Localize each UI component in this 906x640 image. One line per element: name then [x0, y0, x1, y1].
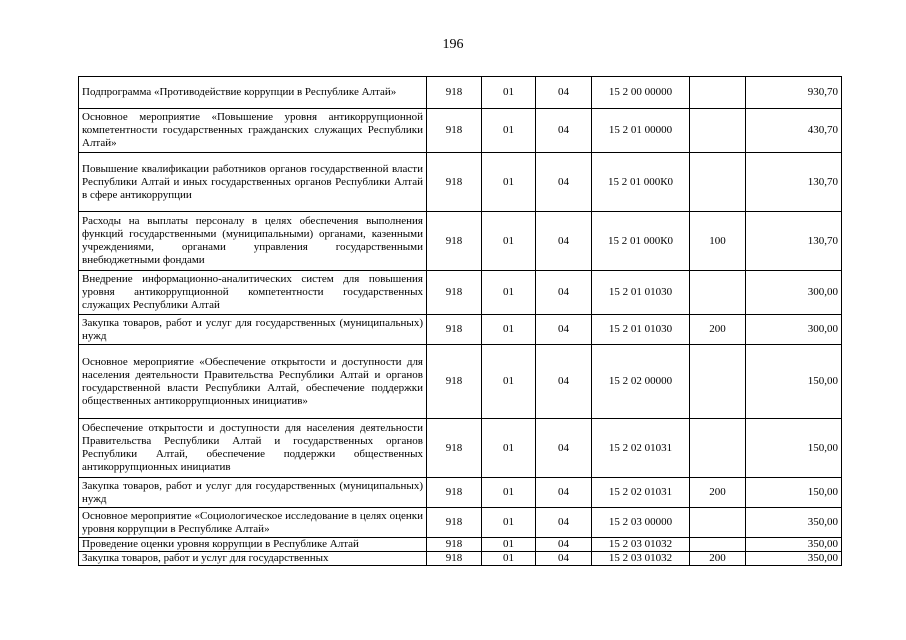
- expense-type-code: [690, 538, 746, 552]
- amount: 130,70: [746, 212, 842, 271]
- subsection-code: 04: [536, 109, 592, 153]
- amount: 130,70: [746, 153, 842, 212]
- table-row: [79, 345, 842, 419]
- subsection-code: 04: [536, 345, 592, 419]
- table-row: [79, 77, 842, 109]
- subsection-code: 04: [536, 419, 592, 478]
- section-code: 01: [482, 345, 536, 419]
- row-name: Закупка товаров, работ и услуг для государственных (муниципальных) нужд: [79, 478, 427, 508]
- amount: 350,00: [746, 538, 842, 552]
- section-code: 01: [482, 552, 536, 566]
- amount: 300,00: [746, 271, 842, 315]
- ministry-code: 918: [427, 508, 482, 538]
- expense-type-code: 200: [690, 552, 746, 566]
- section-code: 01: [482, 315, 536, 345]
- row-name: Основное мероприятие «Социологическое исследование в целях оценки уровня коррупции в Республике Алтай»: [79, 508, 427, 538]
- ministry-code: 918: [427, 419, 482, 478]
- budget-table: [78, 76, 842, 566]
- section-code: 01: [482, 153, 536, 212]
- target-article-code: 15 2 02 01031: [592, 419, 690, 478]
- amount: 150,00: [746, 478, 842, 508]
- section-code: 01: [482, 77, 536, 109]
- expense-type-code: 100: [690, 212, 746, 271]
- subsection-code: 04: [536, 478, 592, 508]
- amount: 300,00: [746, 315, 842, 345]
- target-article-code: 15 2 03 01032: [592, 538, 690, 552]
- target-article-code: 15 2 01 00000: [592, 109, 690, 153]
- expense-type-code: 200: [690, 315, 746, 345]
- ministry-code: 918: [427, 271, 482, 315]
- amount: 350,00: [746, 552, 842, 566]
- expense-type-code: [690, 271, 746, 315]
- expense-type-code: [690, 508, 746, 538]
- ministry-code: 918: [427, 552, 482, 566]
- amount: 150,00: [746, 345, 842, 419]
- row-name: Обеспечение открытости и доступности для населения деятельности Правительства Республики Алтай и государственных органов Республики Алтай, обеспечение поддержки общественных антикоррупционных инициатив: [79, 419, 427, 478]
- target-article-code: 15 2 02 01031: [592, 478, 690, 508]
- table-row: [79, 212, 842, 271]
- target-article-code: 15 2 01 000К0: [592, 212, 690, 271]
- ministry-code: 918: [427, 478, 482, 508]
- target-article-code: 15 2 01 01030: [592, 271, 690, 315]
- target-article-code: 15 2 03 00000: [592, 508, 690, 538]
- page-number: 196: [442, 37, 464, 52]
- ministry-code: 918: [427, 109, 482, 153]
- section-code: 01: [482, 538, 536, 552]
- ministry-code: 918: [427, 538, 482, 552]
- target-article-code: 15 2 02 00000: [592, 345, 690, 419]
- table-row: [79, 153, 842, 212]
- table-row: [79, 508, 842, 538]
- subsection-code: 04: [536, 552, 592, 566]
- expense-type-code: [690, 419, 746, 478]
- target-article-code: 15 2 01 01030: [592, 315, 690, 345]
- ministry-code: 918: [427, 77, 482, 109]
- expense-type-code: [690, 153, 746, 212]
- row-name: Основное мероприятие «Обеспечение открытости и доступности для населения деятельности Правительства Республики Алтай и органов государственной власти Республики Алтай, обеспечение поддержки общественных антикоррупционных инициатив»: [79, 345, 427, 419]
- target-article-code: 15 2 03 01032: [592, 552, 690, 566]
- row-name: Закупка товаров, работ и услуг для государственных: [79, 552, 427, 566]
- subsection-code: 04: [536, 212, 592, 271]
- ministry-code: 918: [427, 153, 482, 212]
- row-name: Проведение оценки уровня коррупции в Республике Алтай: [79, 538, 427, 552]
- row-name: Расходы на выплаты персоналу в целях обеспечения выполнения функций государственными (муниципальными) органами, казенными учреждениями, органами управления государственными внебюджетными фондами: [79, 212, 427, 271]
- subsection-code: 04: [536, 271, 592, 315]
- table-row: [79, 109, 842, 153]
- section-code: 01: [482, 109, 536, 153]
- row-name: Подпрограмма «Противодействие коррупции в Республике Алтай»: [79, 77, 427, 109]
- table-row: [79, 271, 842, 315]
- table-row: [79, 478, 842, 508]
- section-code: 01: [482, 478, 536, 508]
- target-article-code: 15 2 00 00000: [592, 77, 690, 109]
- ministry-code: 918: [427, 212, 482, 271]
- amount: 350,00: [746, 508, 842, 538]
- subsection-code: 04: [536, 315, 592, 345]
- subsection-code: 04: [536, 77, 592, 109]
- expense-type-code: 200: [690, 478, 746, 508]
- amount: 150,00: [746, 419, 842, 478]
- target-article-code: 15 2 01 000К0: [592, 153, 690, 212]
- subsection-code: 04: [536, 538, 592, 552]
- table-row: [79, 419, 842, 478]
- row-name: Внедрение информационно-аналитических систем для повышения уровня антикоррупционной компетентности государственных служащих Республики Алтай: [79, 271, 427, 315]
- row-name: Повышение квалификации работников органов государственной власти Республики Алтай и иных государственных органов Республики Алтай в сфере антикоррупции: [79, 153, 427, 212]
- row-name: Основное мероприятие «Повышение уровня антикоррупционной компетентности государственных гражданских служащих Республики Алтай»: [79, 109, 427, 153]
- expense-type-code: [690, 77, 746, 109]
- amount: 930,70: [746, 77, 842, 109]
- ministry-code: 918: [427, 315, 482, 345]
- table-row: [79, 538, 842, 552]
- section-code: 01: [482, 271, 536, 315]
- subsection-code: 04: [536, 508, 592, 538]
- expense-type-code: [690, 109, 746, 153]
- amount: 430,70: [746, 109, 842, 153]
- table-row: [79, 315, 842, 345]
- expense-type-code: [690, 345, 746, 419]
- table-row: [79, 552, 842, 566]
- section-code: 01: [482, 419, 536, 478]
- section-code: 01: [482, 212, 536, 271]
- row-name: Закупка товаров, работ и услуг для государственных (муниципальных) нужд: [79, 315, 427, 345]
- subsection-code: 04: [536, 153, 592, 212]
- ministry-code: 918: [427, 345, 482, 419]
- section-code: 01: [482, 508, 536, 538]
